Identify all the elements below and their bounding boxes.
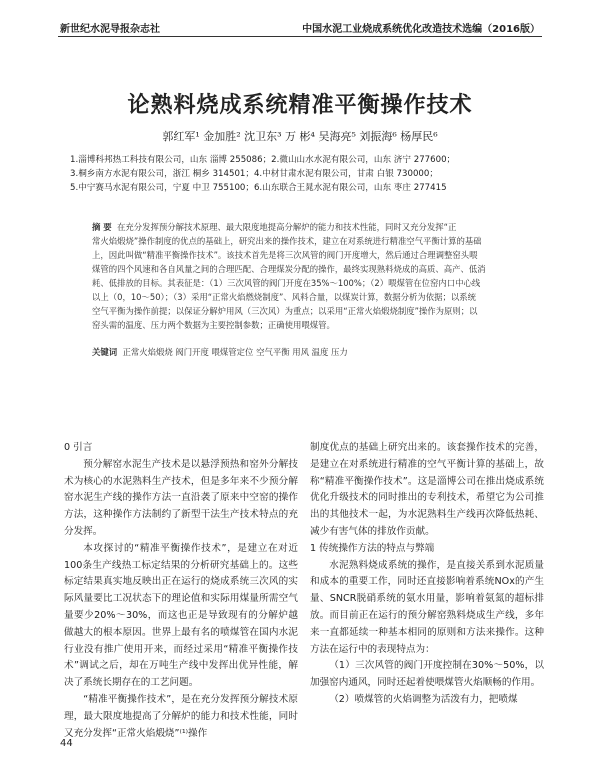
body-paragraph: 本攻探讨的“精准平衡操作技术”，是建立在对近100条生产线热工标定结果的分析研究基础上的。这些标定结果真实地反映出正在运行的烧成系统三次风的实际风量要比工况状态下的理论值和实际用煤量所需空气量要少20%～30%，而这也正是导致现有的分解炉越做越大的根本原因。世界上最有名的喷煤管在国内水泥行业没有推广使用开来，而经过采用“精准平衡操作技术”调试之后，却在万吨生产线中发挥出优异性能，解决了系统长期存在的工艺问题。 xyxy=(64,542,298,689)
abstract-line: 以上（0，10～50）；（3）采用“正常火焰燃烧制度”、风料合量，以煤炭计算，数据分析为依据；以系统 xyxy=(92,292,477,302)
page-number: 44 xyxy=(60,738,73,749)
affiliation-line: 1.淄博科邦热工科技有限公司，山东 淄博 255086；2.微山山水水泥有限公司，山东 济宁 277600； xyxy=(70,155,456,165)
left-column xyxy=(64,440,298,742)
right-column xyxy=(310,440,544,709)
abstract-label: 摘 要 xyxy=(92,222,112,232)
abstract-line: 在充分发挥预分解技术原理、最大限度地提高分解炉的能力和技术性能，同时又充分发挥“正 xyxy=(117,222,457,232)
abstract-line: 上，因此叫做“精准平衡操作技术”。该技术首先是将三次风管的阀门开度增大，然后通过合理调整窑头喂 xyxy=(92,250,478,260)
keywords xyxy=(92,346,522,358)
body-paragraph: （1）三次风管的阀门开度控制在30%～50%，以加强窑内通风，同时还起着使喂煤管火焰顺畅的作用。 xyxy=(310,660,544,689)
section-heading: 0 引言 xyxy=(64,442,93,453)
running-header-book: 中国水泥工业烧成系统优化改造技术选编（2016版） xyxy=(302,24,540,35)
body-paragraph: 制度优点的基础上研究出来的。该套操作技术的完善，是建立在对系统进行精准的空气平衡计算的基础上，故称“精准平衡操作技术”。这是淄博公司在推出烧成系统优化升级技术的同时推出的专利技术，希望它为公司推出的其他技术一起，为水泥熟料生产线再次降低热耗、减少有害气体的排放作贡献。 xyxy=(310,442,544,537)
abstract-line: 常火焰煅烧”操作制度的优点的基础上，研究出来的操作技术，建立在对系统进行精准空气平衡计算的基础 xyxy=(92,236,482,246)
section-heading: 1 传统操作方法的特点与弊端 xyxy=(310,542,435,554)
body-paragraph: “精准平衡操作技术”，是在充分发挥预分解技术原理，最大限度地提高了分解炉的能力和技术性能，同时又充分发挥“正常火焰煅烧”⁽¹⁾操作 xyxy=(64,693,298,739)
author-list: 郭红军¹ 金加胜² 沈卫东³ 万 彬⁴ 吴海亮⁵ 刘振海⁶ 杨厚民⁶ xyxy=(162,130,438,143)
running-header-publisher: 新世纪水泥导报杂志社 xyxy=(60,24,160,35)
header-divider xyxy=(58,36,542,37)
affiliation-line: 3.桐乡南方水泥有限公司，浙江 桐乡 314501；4.中材甘肃水泥有限公司，甘肃 白银 730000； xyxy=(70,169,438,179)
abstract-line: 窑头需的温度、压力两个数据为主要控制参数；正确使用喂煤管。 xyxy=(92,320,335,330)
affiliation-line: 5.中宁赛马水泥有限公司，宁夏 中卫 755100；6.山东联合王晁水泥有限公司，山东 枣庄 277415 xyxy=(70,183,447,193)
abstract-line: 空气平衡为操作前提；以保证分解炉用风（三次风）为重点；以采用“正常火焰煅烧制度”操作为原则；以 xyxy=(92,306,478,316)
body-paragraph: （2）喷煤管的火焰调整为活泼有力，把喷煤 xyxy=(329,693,518,705)
abstract-line: 煤管的四个风速和各自风量之间的合理匹配、合理煤炭分配的操作，最终实现熟料烧成的高质、高产、低消 xyxy=(92,264,486,274)
keywords-label: 关键词 xyxy=(92,347,118,357)
keywords-text: 正常火焰煅烧 阀门开度 喂煤管定位 空气平衡 用风 温度 压力 xyxy=(122,347,348,357)
abstract-line: 耗、低排放的目标。其表征是：（1）三次风管的阀门开度在35%～100%；（2）喂煤管在位窑内口中心线 xyxy=(92,278,481,288)
abstract xyxy=(92,220,522,332)
body-paragraph: 水泥熟料烧成系统的操作，是直接关系到水泥质量和成本的重要工作，同时还直接影响着系统NOx的产生量、SNCR脱硝系统的氨水用量，影响着氨氮的超标排放。而目前正在运行的预分解窑熟料烧成生产线，多年来一直都延续一种基本相同的原则和方法来操作。这种方法在运行中的表现特点为： xyxy=(310,559,544,655)
body-paragraph: 预分解窑水泥生产技术是以悬浮预热和窑外分解技术为核心的水泥熟料生产技术，但是多年来不少预分解窑水泥生产线的操作方法一直沿袭了原来中空窑的操作方法，这种操作方法制约了新型干法生产技术特点的充分发挥。 xyxy=(64,458,298,537)
article-title: 论熟料烧成系统精准平衡操作技术 xyxy=(127,92,473,118)
